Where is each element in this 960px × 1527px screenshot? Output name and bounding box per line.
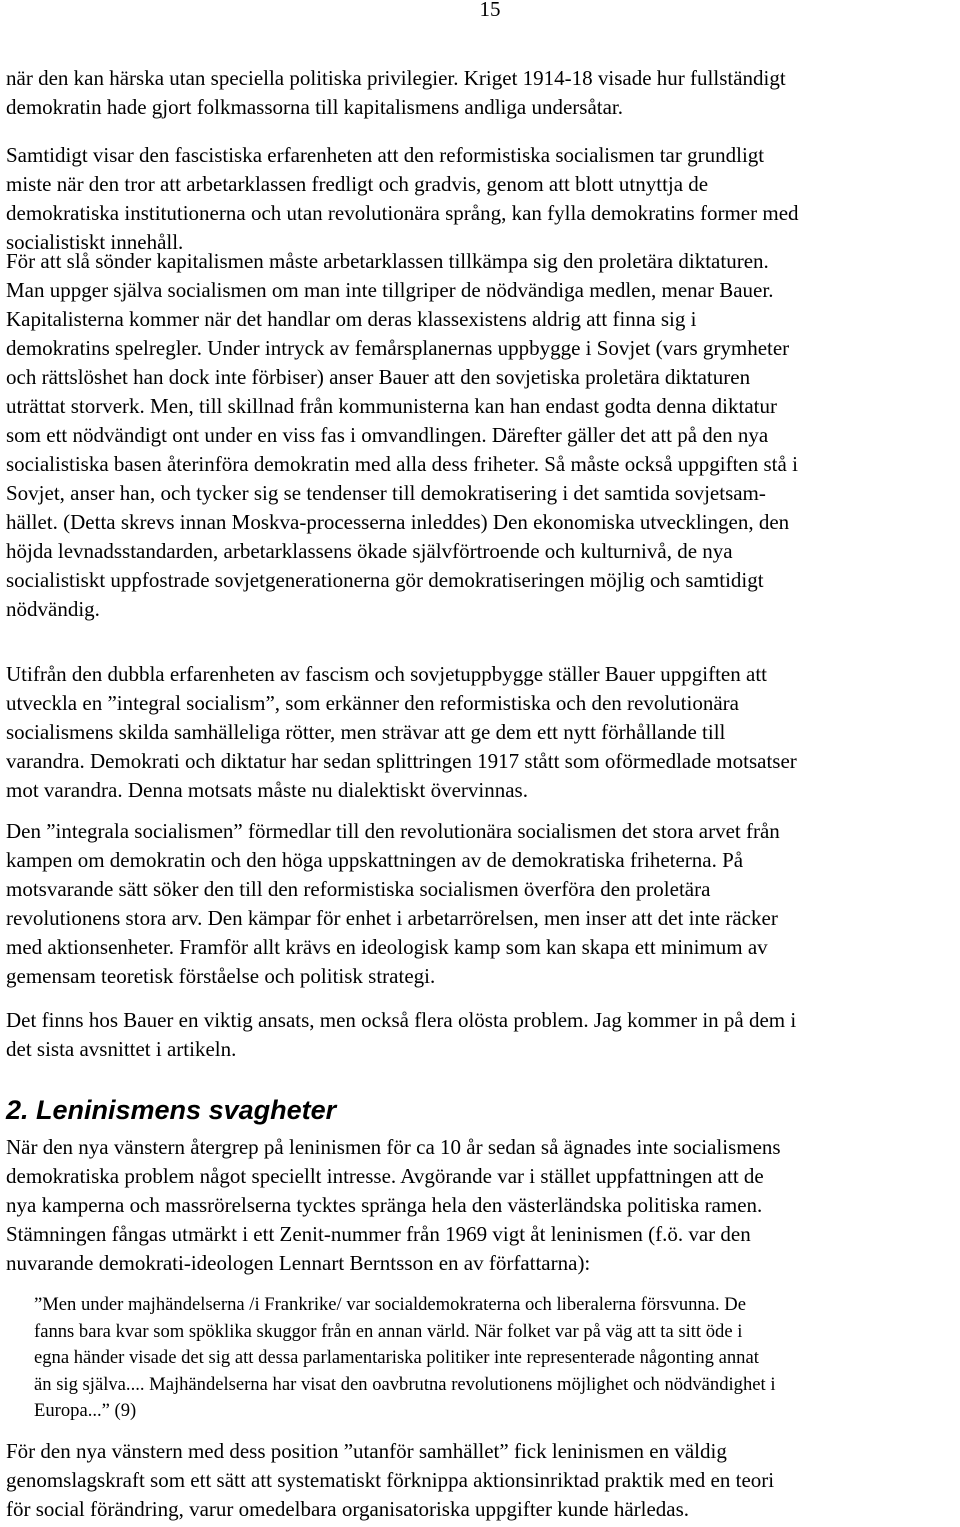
paragraph-4: Utifrån den dubbla erfarenheten av fascism och sovjetuppbygge ställer Bauer uppgiften att utveckla en ”integral socialism”, som erkänner den reformistiska och den revolutionära socialismens skilda samhälleliga rötter, men strävar att ge dem ett nytt förhållande till varandra. Demokrati och diktatur har sedan splittringen 1917 stått som oförmedlade motsatser mot varandra. Denna motsats måste nu dialektiskt övervinnas.	[6, 662, 797, 802]
section-heading: 2. Leninismens svagheter	[6, 1095, 337, 1125]
paragraph-3: För att slå sönder kapitalismen måste arbetarklassen tillkämpa sig den proletära diktaturen. Man uppger själva socialismen om man inte tillgriper de nödvändiga medlen, menar Bauer. Kapitalisterna kommer när det handlar om deras klassexistens aldrig att finna sig i demokratins spelregler. Under intryck av femårsplanernas uppbygge i Sovjet (vars grymheter och rättslöshet han dock inte förbiser) anser Bauer att den sovjetiska proletära diktaturen uträttat storverk. Men, till skillnad från kommunisterna kan han endast godta denna diktatur som ett nödvändigt ont under en viss fas i omvandlingen. Därefter gäller det att på den nya socialistiska basen återinföra demokratin med alla dess friheter. Så måste också uppgiften stå i Sovjet, anser han, och tycker sig se tendenser till demokratisering i det samtida sovjetsam- hället. (Detta skrevs innan Moskva-processerna inleddes) Den ekonomiska utvecklingen, den höjda levnadsstandarden, arbetarklassens ökade självförtroende och kulturnivå, de nya socialistiskt uppfostrade sovjetgenerationerna gör demokratiseringen möjlig och samtidigt nödvändig.	[6, 249, 798, 621]
paragraph-8: För den nya vänstern med dess position ”utanför samhället” fick leninismen en väldig genomslagskraft som ett sätt att systematiskt förknippa aktionsinriktad praktik med en teori för social förändring, varur omedelbara organisatoriska uppgifter kunde härledas.	[6, 1439, 775, 1521]
paragraph-1: när den kan härska utan speciella politiska privilegier. Kriget 1914-18 visade hur fullständigt demokratin hade gjort folkmassorna till kapitalismens andliga undersåtar.	[6, 66, 786, 119]
paragraph-5: Den ”integrala socialismen” förmedlar till den revolutionära socialismen det stora arvet från kampen om demokratin och den höga uppskattningen av de demokratiska friheterna. På motsvarande sätt söker den till den reformistiska socialismen överföra den proletära revolutionens stora arv. Den kämpar för enhet i arbetarrörelsen, men inser att det inte räcker med aktionsenheter. Framför allt krävs en ideologisk kamp som kan skapa ett minimum av gemensam teoretisk förståelse och politisk strategi.	[6, 819, 780, 988]
block-quote: ”Men under majhändelserna /i Frankrike/ var socialdemokraterna och liberalerna försvunna. De fanns bara kvar som spöklika skuggor från en annan värld. När folket var på väg att ta sitt öde i egna händer visade det sig att dessa parlamentariska politiker inte representerade någonting annat än sig själva.... Majhändelserna har visat den oavbrutna revolutionens möjlighet och nödvändighet i Europa...” (9)	[34, 1294, 776, 1421]
paragraph-6: Det finns hos Bauer en viktig ansats, men också flera olösta problem. Jag kommer in på dem i det sista avsnittet i artikeln.	[6, 1008, 797, 1061]
page-number: 15	[479, 0, 501, 21]
paragraph-7: När den nya vänstern återgrep på leninismen för ca 10 år sedan så ägnades inte socialismens demokratiska problem något speciellt intresse. Avgörande var i stället uppfattningen att de nya kamperna och massrörelserna tycktes spränga hela den västerländska politiska ramen. Stämningen fångas utmärkt i ett Zenit-nummer från 1969 vigt åt leninismen (f.ö. var den nuvarande demokrati-ideologen Lennart Berntsson en av författarna):	[6, 1135, 781, 1275]
paragraph-2: Samtidigt visar den fascistiska erfarenheten att den reformistiska socialismen tar grundligt miste när den tror att arbetarklassen fredligt och gradvis, genom att blott utnyttja de demokratiska institutionerna och utan revolutionära språng, kan fylla demokratins former med socialistiskt innehåll.	[6, 143, 799, 254]
